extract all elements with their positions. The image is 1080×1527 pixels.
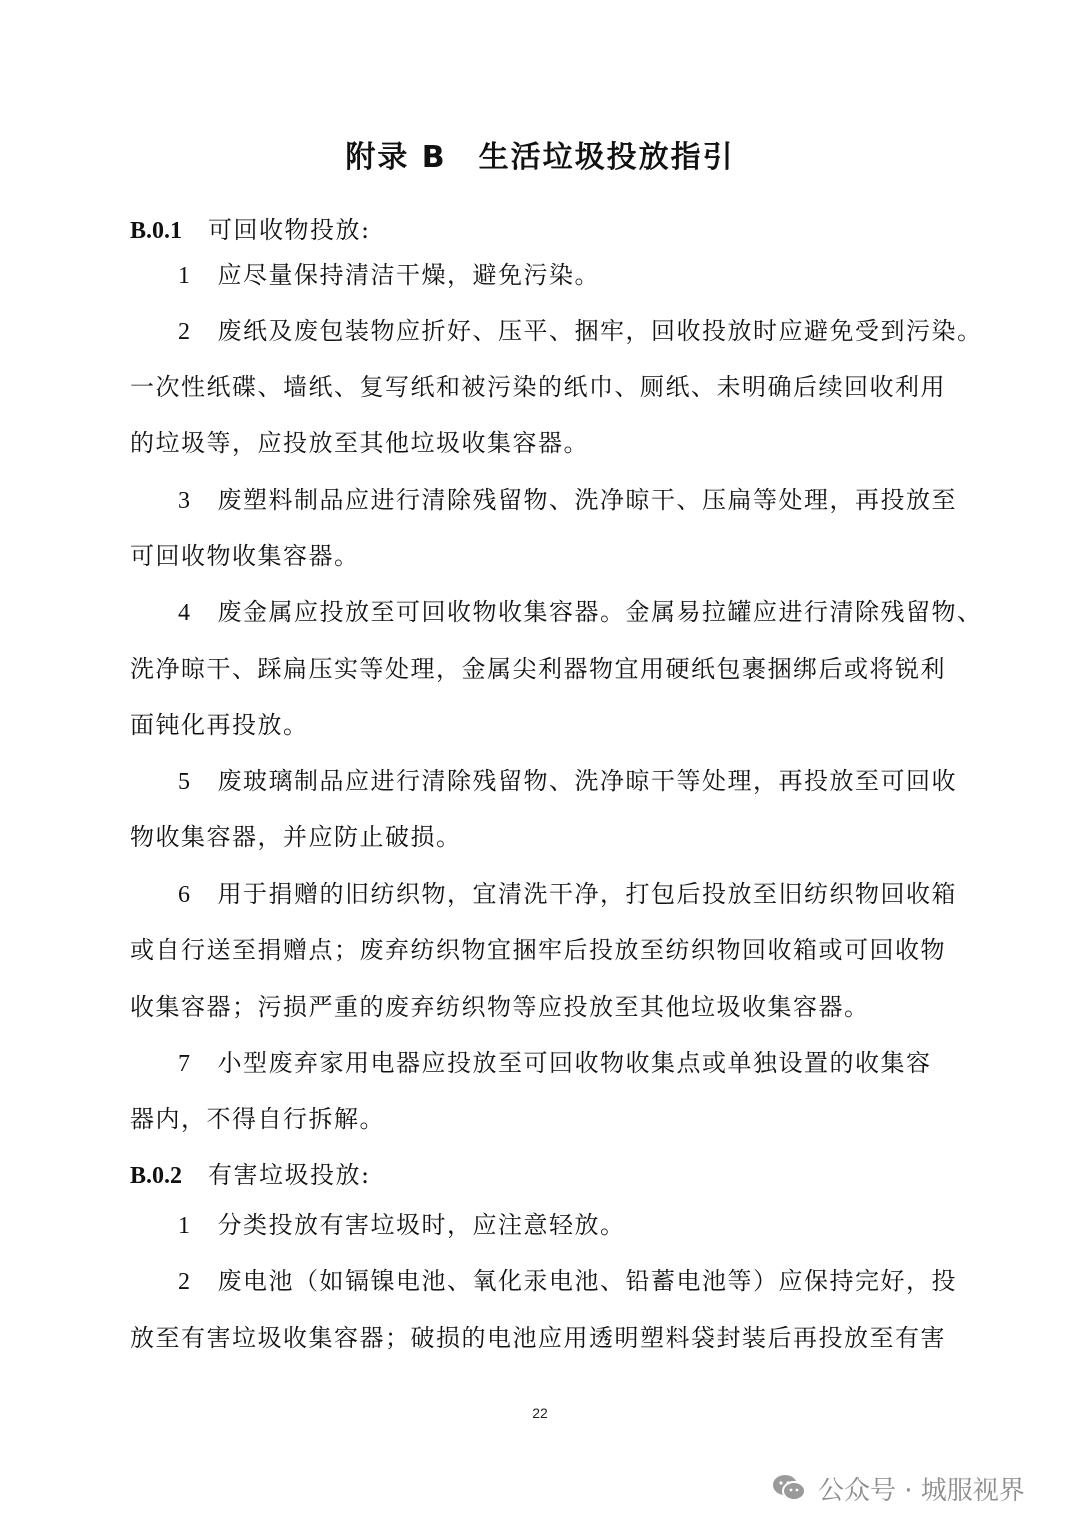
- list-item: [178, 764, 957, 799]
- item-number: 4: [178, 600, 192, 626]
- item-text-line: 洗净晾干、踩扁压实等处理，金属尖利器物宜用硬纸包裹捆绑后或将锐利: [130, 655, 946, 683]
- wechat-icon: [772, 1473, 806, 1503]
- list-item: [178, 483, 957, 518]
- item-text-line: 物收集容器，并应防止破损。: [130, 823, 462, 851]
- section-title: 有害垃圾投放:: [208, 1161, 371, 1189]
- item-text: 应尽量保持清洁干燥，避免污染。: [217, 261, 600, 289]
- item-text-line: 或自行送至捐赠点；废弃纺织物宜捆牢后投放至纺织物回收箱或可回收物: [130, 936, 946, 964]
- section-number: B.0.1: [130, 218, 183, 244]
- item-number: 6: [178, 882, 192, 908]
- list-item: [178, 1046, 932, 1081]
- item-text: 分类投放有害垃圾时，应注意轻放。: [217, 1211, 626, 1239]
- item-text: 用于捐赠的旧纺织物，宜清洗干净，打包后投放至旧纺织物回收箱: [217, 880, 957, 908]
- item-text-line: 放至有害垃圾收集容器；破损的电池应用透明塑料袋封装后再投放至有害: [130, 1324, 946, 1352]
- item-text: 废电池（如镉镍电池、氧化汞电池、铅蓄电池等）应保持完好，投: [217, 1267, 957, 1295]
- watermark: [772, 1468, 1025, 1508]
- item-number: 5: [178, 769, 192, 795]
- item-text-line: 可回收物收集容器。: [130, 542, 360, 570]
- page-title: 附录 B 生活垃圾投放指引: [345, 140, 735, 175]
- item-number: 3: [178, 488, 192, 514]
- item-text: 废金属应投放至可回收物收集容器。金属易拉罐应进行清除残留物、: [217, 598, 983, 626]
- item-number: 7: [178, 1051, 192, 1077]
- list-item: [178, 258, 600, 293]
- section-title: 可回收物投放:: [208, 216, 371, 244]
- item-text: 废塑料制品应进行清除残留物、洗净晾干、压扁等处理，再投放至: [217, 486, 957, 514]
- list-item: [178, 1264, 957, 1299]
- item-text-line: 器内，不得自行拆解。: [130, 1105, 385, 1133]
- item-number: 2: [178, 319, 192, 345]
- item-text: 废纸及废包装物应折好、压平、捆牢，回收投放时应避免受到污染。: [217, 317, 983, 345]
- section-number: B.0.2: [130, 1163, 183, 1189]
- list-item: [178, 1208, 626, 1243]
- watermark-text: 公众号 · 城服视界: [818, 1475, 1025, 1506]
- item-text-line: 的垃圾等，应投放至其他垃圾收集容器。: [130, 429, 589, 457]
- item-text-line: 面钝化再投放。: [130, 711, 309, 739]
- list-item: [178, 314, 983, 349]
- section-heading: [130, 213, 371, 248]
- item-text-line: 收集容器；污损严重的废弃纺织物等应投放至其他垃圾收集容器。: [130, 993, 870, 1021]
- item-text: 废玻璃制品应进行清除残留物、洗净晾干等处理，再投放至可回收: [217, 767, 957, 795]
- item-number: 1: [178, 1213, 192, 1239]
- section-heading: [130, 1158, 371, 1193]
- item-text-line: 一次性纸碟、墙纸、复写纸和被污染的纸巾、厕纸、未明确后续回收利用: [130, 373, 946, 401]
- item-number: 1: [178, 263, 192, 289]
- page-number: 22: [532, 1405, 548, 1421]
- item-text: 小型废弃家用电器应投放至可回收物收集点或单独设置的收集容: [217, 1049, 932, 1077]
- list-item: [178, 595, 983, 630]
- item-number: 2: [178, 1269, 192, 1295]
- list-item: [178, 877, 957, 912]
